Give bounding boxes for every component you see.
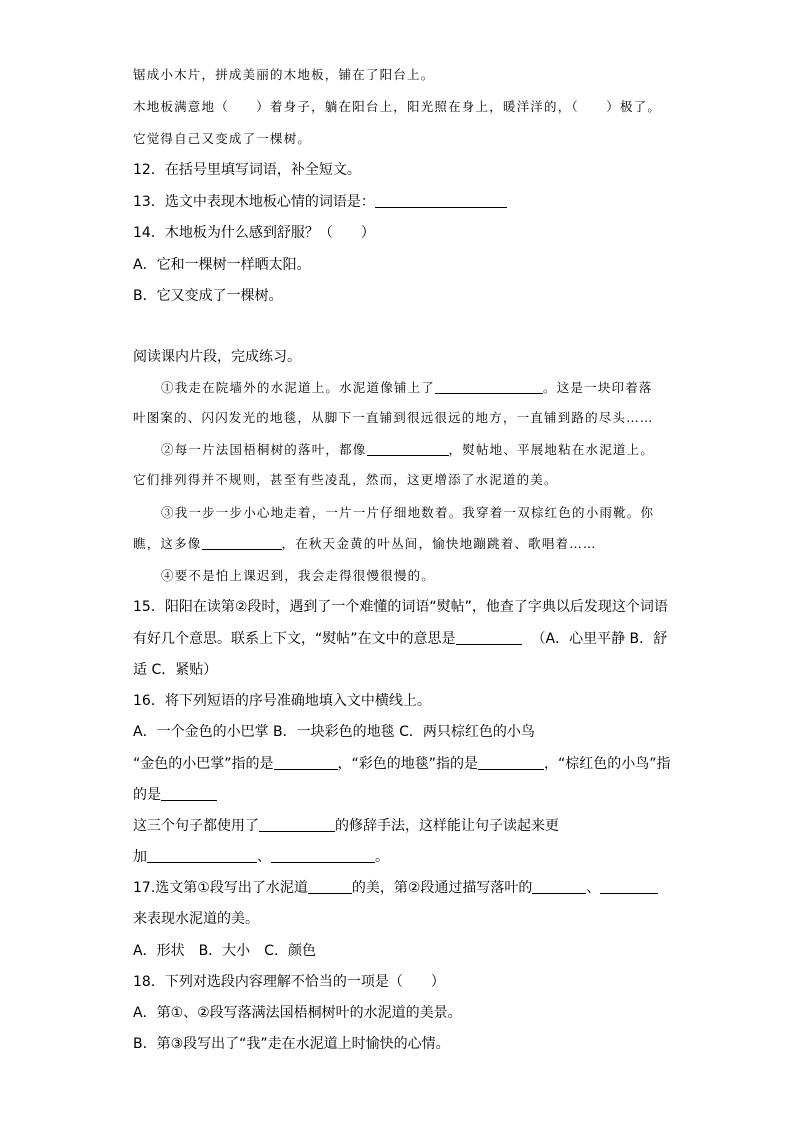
question-16: 16．将下列短语的序号准确地填入文中横线上。 <box>133 693 431 709</box>
answer-blank[interactable] <box>435 379 543 394</box>
answer-blank[interactable] <box>147 848 257 863</box>
question-16-line-1 <box>133 754 794 774</box>
passage-line-1: 锯成小木片，拼成美丽的木地板，铺在了阳台上。 <box>133 67 435 82</box>
question-16-line-4 <box>133 847 794 867</box>
question-15-line-2 <box>133 629 794 649</box>
question-13-text: 13．选文中表现木地板心情的词语是： <box>133 194 375 210</box>
question-18: 18．下列对选段内容理解不恰当的一项是（ ） <box>133 974 445 990</box>
answer-blank[interactable] <box>271 848 375 863</box>
answer-blank[interactable] <box>202 535 282 550</box>
answer-blank[interactable] <box>308 879 352 894</box>
question-16-line-3 <box>133 816 794 836</box>
question-15-line-3: 适 C．紧贴） <box>133 662 218 678</box>
paragraph-2-line-1 <box>161 440 794 460</box>
question-18-option-b: B．第③段写出了“我”走在水泥道上时愉快的心情。 <box>133 1036 450 1052</box>
question-text: ，“彩色的地毯”指的是 <box>337 756 479 772</box>
reading-instruction: 阅读课内片段，完成练习。 <box>133 349 301 365</box>
paragraph-text: ①我走在院墙外的水泥道上。水泥道像铺上了 <box>161 380 436 395</box>
question-text: 的是 <box>133 787 161 803</box>
question-17-line-2: 来表现水泥道的美。 <box>133 911 259 927</box>
paragraph-text: ②每一片法国梧桐树的落叶，都像 <box>161 442 367 457</box>
paragraph-1-line-2: 叶图案的、闪闪发光的地毯，从脚下一直铺到很远很远的地方，一直铺到路的尽头…… <box>133 410 654 425</box>
answer-blank[interactable] <box>259 817 335 832</box>
question-16-options: A．一个金色的小巴掌 B．一块彩色的地毯 C．两只棕红色的小鸟 <box>133 724 535 740</box>
paragraph-text: 瞧，这多像 <box>133 536 202 551</box>
paragraph-text: ，在秋天金黄的叶丛间，愉快地蹦跳着、歌唱着…… <box>281 536 597 551</box>
question-17-line-1 <box>133 878 794 898</box>
question-16-line-2 <box>133 785 794 805</box>
question-text: 17.选文第①段写出了水泥道 <box>133 880 308 896</box>
paragraph-1-line-1 <box>161 378 794 398</box>
answer-blank[interactable] <box>478 755 544 770</box>
question-text: ，“棕红色的小鸟”指 <box>544 756 671 772</box>
question-12: 12．在括号里填写词语，补全短文。 <box>133 162 361 178</box>
question-14-option-b: B．它又变成了一棵树。 <box>133 288 283 304</box>
answer-blank[interactable] <box>456 630 522 645</box>
question-text: 、 <box>257 849 271 865</box>
passage-line-2: 木地板满意地（ ）着身子，躺在阳台上，阳光照在身上，暖洋洋的，（ ）极了。 <box>133 99 662 114</box>
paragraph-2-line-2: 它们排列得并不规则，甚至有些凌乱，然而，这更增添了水泥道的美。 <box>133 472 558 487</box>
answer-blank[interactable] <box>375 193 507 208</box>
answer-blank[interactable] <box>161 786 217 801</box>
question-15-line-1: 15．阳阳在读第②段时，遇到了一个难懂的词语“熨帖”，他查了字典以后发现这个词语 <box>133 599 668 615</box>
question-text: 加 <box>133 849 147 865</box>
question-14-option-a: A．它和一棵树一样晒太阳。 <box>133 257 311 273</box>
answer-blank[interactable] <box>367 441 449 456</box>
paragraph-text: 。这是一块印着落 <box>543 380 653 395</box>
question-17-options: A．形状 B．大小 C．颜色 <box>133 943 316 959</box>
question-text: （A．心里平静 B．舒 <box>531 631 668 647</box>
question-text: 这三个句子都使用了 <box>133 818 259 834</box>
question-text: 的修辞手法，这样能让句子读起来更 <box>335 818 559 834</box>
question-text: 的美，第②段通过描写落叶的 <box>351 880 533 896</box>
question-18-option-a: A．第①、②段写落满法国梧桐树叶的水泥道的美景。 <box>133 1005 462 1021</box>
paragraph-3-line-2 <box>133 534 794 554</box>
question-text: 。 <box>375 849 389 865</box>
question-text: 、 <box>586 880 601 896</box>
question-13 <box>133 192 794 212</box>
paragraph-3-line-1: ③我一步一步小心地走着，一片一片仔细地数着。我穿着一双棕红色的小雨靴。你 <box>161 505 655 520</box>
answer-blank[interactable] <box>600 879 658 894</box>
question-14: 14．木地板为什么感到舒服？（ ） <box>133 225 375 241</box>
answer-blank[interactable] <box>532 879 586 894</box>
paragraph-text: ，熨帖地、平展地粘在水泥道上。 <box>448 442 655 457</box>
passage-line-3: 它觉得自己又变成了一棵树。 <box>133 131 312 146</box>
question-text: 有好几个意思。联系上下文，“熨帖”在文中的意思是 <box>133 631 456 647</box>
question-text: “金色的小巴掌”指的是 <box>133 756 274 772</box>
paragraph-4: ④要不是怕上课迟到，我会走得很慢很慢的。 <box>161 568 436 583</box>
answer-blank[interactable] <box>274 755 338 770</box>
